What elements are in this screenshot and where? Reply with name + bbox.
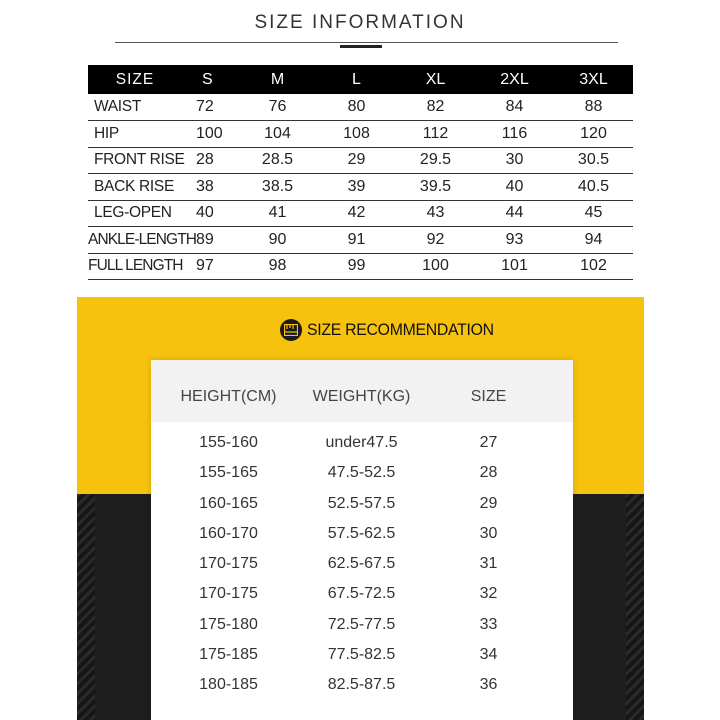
- measurement-label: LEG-OPEN: [88, 200, 182, 227]
- weight-column-header: WEIGHT(KG): [312, 388, 411, 405]
- measurement-value: 30: [475, 147, 554, 174]
- table-row: [88, 200, 633, 227]
- list-item: [151, 585, 573, 615]
- measurement-value: 98: [238, 253, 317, 280]
- list-item: [151, 646, 573, 676]
- weight-range: 62.5-67.5: [327, 555, 396, 572]
- measurement-label: ANKLE-LENGTH: [88, 227, 182, 254]
- table-row: [88, 253, 633, 280]
- weight-range: 72.5-77.5: [327, 615, 396, 633]
- header-cell: 3XL: [554, 65, 633, 94]
- size-information-table: [88, 65, 633, 280]
- height-range: 180-185: [199, 676, 258, 693]
- measurement-value: 39.5: [396, 174, 475, 201]
- measurement-value: 43: [396, 200, 475, 227]
- measurement-value: 92: [396, 227, 475, 254]
- height-range: 160-165: [199, 494, 258, 512]
- measurement-value: 84: [475, 94, 554, 121]
- measurement-value: 99: [317, 253, 396, 280]
- measurement-value: 108: [317, 121, 396, 148]
- recommended-size: 28: [479, 464, 498, 482]
- height-range: 155-160: [199, 434, 258, 451]
- recommended-size: 32: [479, 585, 498, 603]
- measurement-label: WAIST: [88, 94, 182, 121]
- measurement-value: 29: [317, 147, 396, 174]
- measurement-value: 40: [182, 200, 238, 227]
- height-range: 175-185: [199, 645, 258, 663]
- measurement-label: BACK RISE: [88, 174, 182, 201]
- measurement-value: 40: [475, 174, 554, 201]
- header-cell: SIZE: [88, 65, 182, 94]
- list-item: [151, 676, 573, 706]
- measurement-label: FRONT RISE: [88, 147, 182, 174]
- measurement-value: 28.5: [238, 147, 317, 174]
- measurement-value: 41: [238, 200, 317, 227]
- measurement-label: HIP: [88, 121, 182, 148]
- header-cell: M: [238, 65, 317, 94]
- height-column-header: HEIGHT(CM): [180, 388, 277, 405]
- table-row: [88, 174, 633, 201]
- height-range: 170-175: [199, 555, 258, 572]
- measurement-value: 45: [554, 200, 633, 227]
- height-range: 160-170: [199, 524, 258, 542]
- weight-range: 52.5-57.5: [327, 494, 396, 512]
- table-row: [88, 147, 633, 174]
- recommendation-header: [280, 318, 508, 342]
- size-table-header: [88, 65, 633, 94]
- measurement-value: 30.5: [554, 147, 633, 174]
- measurement-value: 94: [554, 227, 633, 254]
- title-divider-accent: [340, 45, 382, 48]
- measurement-value: 97: [182, 253, 238, 280]
- list-item: [151, 434, 573, 464]
- measurement-value: 40.5: [554, 174, 633, 201]
- height-range: 170-175: [199, 585, 258, 603]
- height-range: 155-165: [199, 464, 258, 482]
- measurement-value: 76: [238, 94, 317, 121]
- recommendation-card-header: [151, 360, 573, 422]
- recommendation-card: [151, 360, 573, 720]
- measurement-value: 100: [182, 121, 238, 148]
- weight-range: under47.5: [325, 434, 398, 451]
- header-cell: L: [317, 65, 396, 94]
- measurement-value: 104: [238, 121, 317, 148]
- measurement-value: 38: [182, 174, 238, 201]
- header-cell: 2XL: [475, 65, 554, 94]
- weight-range: 57.5-62.5: [327, 524, 396, 542]
- list-item: [151, 495, 573, 525]
- table-row: [88, 121, 633, 148]
- ruler-icon: [280, 319, 302, 341]
- table-row: [88, 94, 633, 121]
- measurement-label: FULL LENGTH: [88, 253, 182, 280]
- measurement-value: 29.5: [396, 147, 475, 174]
- list-item: [151, 525, 573, 555]
- list-item: [151, 464, 573, 494]
- recommended-size: 30: [479, 524, 498, 542]
- weight-range: 47.5-52.5: [327, 464, 396, 482]
- measurement-value: 82: [396, 94, 475, 121]
- measurement-value: 112: [396, 121, 475, 148]
- measurement-value: 89: [182, 227, 238, 254]
- measurement-value: 44: [475, 200, 554, 227]
- measurement-value: 91: [317, 227, 396, 254]
- measurement-value: 39: [317, 174, 396, 201]
- size-column-header: SIZE: [470, 388, 507, 405]
- recommended-size: 36: [479, 676, 498, 693]
- measurement-value: 116: [475, 121, 554, 148]
- size-recommendation-title: SIZE RECOMMENDATION: [307, 320, 494, 339]
- list-item: [151, 616, 573, 646]
- title-divider: [115, 42, 618, 43]
- header-cell: S: [182, 65, 238, 94]
- table-row: [88, 227, 633, 254]
- height-range: 175-180: [199, 615, 258, 633]
- hatched-edge-left: [77, 494, 95, 720]
- list-item: [151, 555, 573, 585]
- measurement-value: 102: [554, 253, 633, 280]
- measurement-value: 100: [396, 253, 475, 280]
- recommended-size: 34: [479, 645, 498, 663]
- recommended-size: 31: [479, 555, 498, 572]
- measurement-value: 28: [182, 147, 238, 174]
- measurement-value: 90: [238, 227, 317, 254]
- measurement-value: 38.5: [238, 174, 317, 201]
- recommended-size: 27: [479, 434, 498, 451]
- measurement-value: 88: [554, 94, 633, 121]
- recommended-size: 29: [479, 494, 498, 512]
- measurement-value: 101: [475, 253, 554, 280]
- measurement-value: 42: [317, 200, 396, 227]
- weight-range: 82.5-87.5: [327, 676, 396, 693]
- size-information-title: SIZE INFORMATION: [254, 12, 466, 33]
- weight-range: 67.5-72.5: [327, 585, 396, 603]
- recommended-size: 33: [479, 615, 498, 633]
- weight-range: 77.5-82.5: [327, 645, 396, 663]
- hatched-edge-right: [626, 494, 644, 720]
- measurement-value: 72: [182, 94, 238, 121]
- header-cell: XL: [396, 65, 475, 94]
- measurement-value: 80: [317, 94, 396, 121]
- measurement-value: 120: [554, 121, 633, 148]
- measurement-value: 93: [475, 227, 554, 254]
